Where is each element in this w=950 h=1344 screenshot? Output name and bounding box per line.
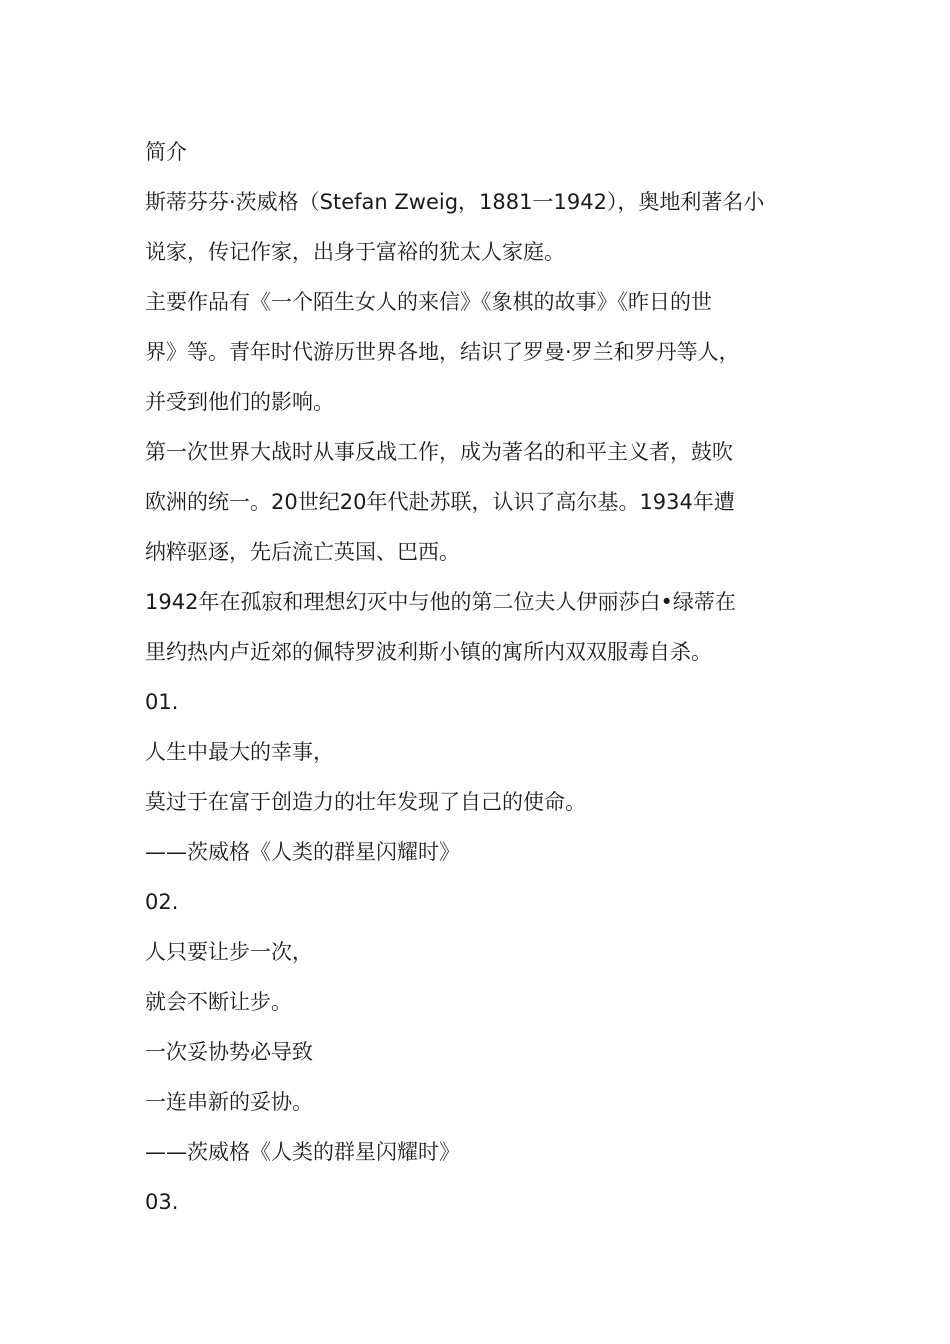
quote-line: 人只要让步一次， [145,940,313,964]
quote-source: ——茨威格《人类的群星闪耀时》 [145,840,460,864]
quote-line: 人生中最大的幸事， [145,740,334,764]
text-line: 主要作品有《一个陌生女人的来信》《象棋的故事》《昨日的世 [145,290,712,314]
quote-number: 03. [145,1190,179,1214]
text-line: 并受到他们的影响。 [145,390,334,414]
quote-line: 就会不断让步。 [145,990,292,1014]
text-line: 欧洲的统一。20世纪20年代赴苏联，认识了高尔基。1934年遭 [145,490,735,514]
intro-paragraph-1 [145,177,810,277]
quote-line: 一连串新的妥协。 [145,1090,313,1114]
section-heading: 简介 [145,140,187,164]
intro-paragraph-2 [145,277,810,427]
intro-paragraph-3 [145,427,810,577]
text-line: 第一次世界大战时从事反战工作，成为著名的和平主义者，鼓吹 [145,440,733,464]
text-line: 说家，传记作家，出身于富裕的犹太人家庭。 [145,240,565,264]
text-line: 1942年在孤寂和理想幻灭中与他的第二位夫人伊丽莎白•绿蒂在 [145,590,736,614]
document-body [145,127,810,1227]
quote-number: 02. [145,890,179,914]
quote-number: 01. [145,690,179,714]
text-line: 界》等。青年时代游历世界各地，结识了罗曼·罗兰和罗丹等人， [145,340,740,364]
quote-line: 一次妥协势必导致 [145,1040,313,1064]
text-line: 斯蒂芬芬·茨威格（Stefan Zweig，1881一1942），奥地利著名小 [145,190,765,214]
intro-paragraph-4 [145,577,810,677]
quote-source: ——茨威格《人类的群星闪耀时》 [145,1140,460,1164]
quote-line: 莫过于在富于创造力的壮年发现了自己的使命。 [145,790,586,814]
text-line: 里约热内卢近郊的佩特罗波利斯小镇的寓所内双双服毒自杀。 [145,640,712,664]
text-line: 纳粹驱逐，先后流亡英国、巴西。 [145,540,460,564]
